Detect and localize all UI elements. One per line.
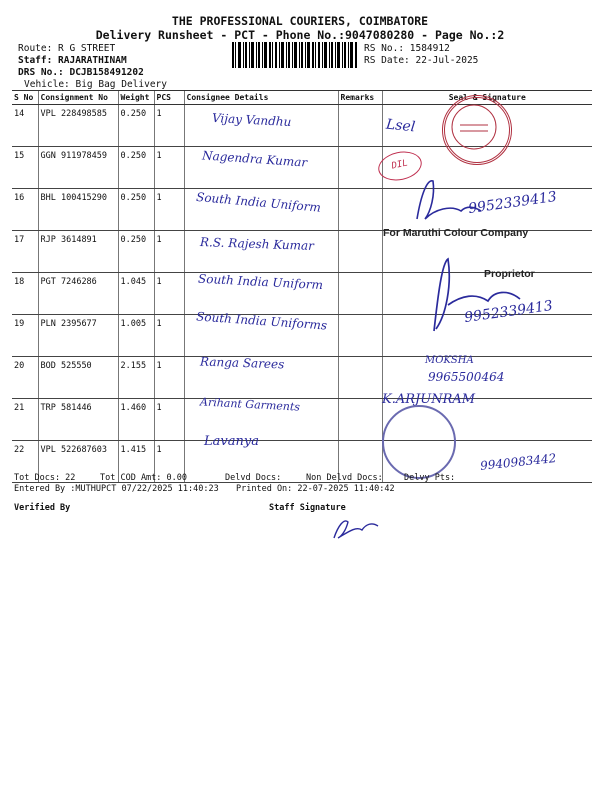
non-delivered-docs: Non Delvd Docs: (306, 473, 383, 483)
handwritten-consignee: South India Uniform (197, 271, 324, 293)
vehicle-label: Vehicle: Big Bag Delivery (24, 79, 167, 90)
cell-pcs: 1 (154, 399, 184, 441)
cell-pcs: 1 (154, 315, 184, 357)
round-seal-stamp (442, 95, 512, 165)
handwritten-consignee: Lavanya (204, 434, 259, 449)
cell-weight: 1.005 (118, 315, 154, 357)
delivered-docs: Delvd Docs: (225, 473, 282, 483)
row14-signature: Lsel (385, 116, 417, 136)
col-consignee: Consignee Details (184, 91, 338, 105)
cell-weight: 0.250 (118, 147, 154, 189)
total-docs: Tot Docs: 22 (14, 473, 76, 483)
handwritten-consignee: South India Uniform (195, 189, 322, 215)
printed-on: Printed On: 22-07-2025 11:40:42 (236, 484, 395, 494)
col-remarks: Remarks (338, 91, 382, 105)
staff-signature-scribble (328, 512, 388, 544)
cell-consignment: VPL 522687603 (38, 441, 118, 483)
cell-sno: 18 (12, 273, 38, 315)
cell-consignment: PLN 2395677 (38, 315, 118, 357)
handwritten-consignee: Vijay Vandhu (211, 110, 292, 130)
col-weight: Weight (118, 91, 154, 105)
col-seal: Seal & Signature (382, 91, 592, 105)
moksha-handwritten: MOKSHA (425, 355, 474, 366)
staff-label: Staff: RAJARATHINAM (18, 55, 127, 66)
cell-pcs: 1 (154, 189, 184, 231)
cell-pcs: 1 (154, 273, 184, 315)
cell-weight: 0.250 (118, 231, 154, 273)
karjunram-handwritten: K.ARJUNRAM (382, 392, 476, 407)
handwritten-consignee: R.S. Rajesh Kumar (199, 235, 315, 253)
cell-weight: 2.155 (118, 357, 154, 399)
rs-number: RS No.: 1584912 (364, 43, 450, 54)
table-row (12, 357, 592, 399)
cell-sno: 20 (12, 357, 38, 399)
cell-weight: 1.045 (118, 273, 154, 315)
cell-sno: 21 (12, 399, 38, 441)
handwritten-consignee: South India Uniforms (195, 309, 328, 333)
document-subtitle: Delivery Runsheet - PCT - Phone No.:9047080280 - Page No.:2 (95, 28, 505, 42)
col-pcs: PCS (154, 91, 184, 105)
proprietor-stamp-text: Proprietor (484, 268, 535, 280)
cell-pcs: 1 (154, 231, 184, 273)
karjunram-seal (382, 405, 456, 479)
cell-consignment: GGN 911978459 (38, 147, 118, 189)
barcode-image (232, 42, 357, 68)
cell-pcs: 1 (154, 147, 184, 189)
cell-weight: 1.460 (118, 399, 154, 441)
cell-consignment: PGT 7246286 (38, 273, 118, 315)
total-cod: Tot COD Amt: 0.00 (100, 473, 187, 483)
cell-pcs: 1 (154, 357, 184, 399)
cell-pcs: 1 (154, 441, 184, 483)
cell-sno: 16 (12, 189, 38, 231)
cell-consignment: TRP 581446 (38, 399, 118, 441)
entered-by: Entered By :MUTHUPCT 07/22/2025 11:40:23 (14, 484, 219, 494)
moksha-phone: 9965500464 (428, 370, 505, 384)
cell-sno: 17 (12, 231, 38, 273)
handwritten-consignee: Arihant Garments (199, 395, 301, 414)
cell-weight: 0.250 (118, 105, 154, 147)
cell-sno: 14 (12, 105, 38, 147)
col-consignment: Consignment No (38, 91, 118, 105)
cell-consignment: BHL 100415290 (38, 189, 118, 231)
handwritten-consignee: Ranga Sarees (199, 354, 285, 372)
cell-weight: 0.250 (118, 189, 154, 231)
phone-handwritten-2: 9952339413 (463, 297, 554, 327)
cell-weight: 1.415 (118, 441, 154, 483)
phone-handwritten: 9952339413 (467, 188, 558, 218)
table-row (12, 399, 592, 441)
cell-sno: 22 (12, 441, 38, 483)
cell-consignment: VPL 228498585 (38, 105, 118, 147)
rs-date: RS Date: 22-Jul-2025 (364, 55, 479, 66)
karjunram-phone: 9940983442 (479, 451, 557, 473)
verified-by-label: Verified By (14, 503, 71, 513)
cell-sno: 15 (12, 147, 38, 189)
cell-consignment: RJP 3614891 (38, 231, 118, 273)
handwritten-consignee: Nagendra Kumar (201, 148, 308, 170)
delivery-points: Delvy Pts: (404, 473, 456, 483)
route-label: Route: R G STREET (18, 43, 116, 54)
cell-pcs: 1 (154, 105, 184, 147)
document-title: THE PROFESSIONAL COURIERS, COIMBATORE (171, 14, 429, 28)
drs-number: DRS No.: DCJB158491202 (18, 67, 144, 78)
cell-sno: 19 (12, 315, 38, 357)
company-stamp-text: For Maruthi Colour Company (383, 227, 529, 239)
cell-consignment: BOD 525550 (38, 357, 118, 399)
small-stamp: DIL (376, 148, 425, 185)
staff-signature-label: Staff Signature (269, 503, 346, 513)
col-sno: S No (12, 91, 38, 105)
